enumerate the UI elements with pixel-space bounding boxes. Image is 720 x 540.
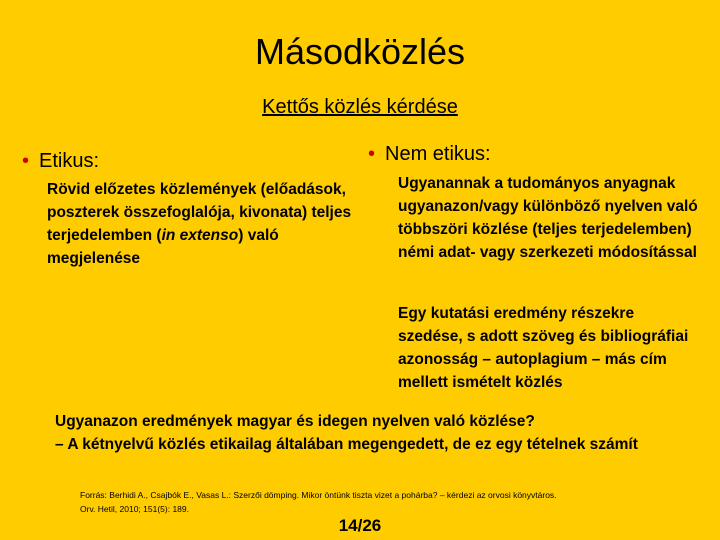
ethical-text-part: Rövid előzetes közlemények (előadások, poszterek összefoglalója, kivonata) teljes terjedelemben ( <box>47 181 352 244</box>
ethical-heading <box>22 148 99 174</box>
bilingual-answer-line: – A kétnyelvű közlés etikailag általában megengedett, de ez egy tételnek számít <box>55 436 638 453</box>
ethical-text-italic: in <box>161 227 176 244</box>
bullet-icon: • <box>368 143 376 165</box>
page-number: 14/26 <box>338 516 382 535</box>
bilingual-question-line: Ugyanazon eredmények magyar és idegen nyelven való közlése? <box>55 413 535 430</box>
slide-subtitle: Kettős közlés kérdése <box>262 96 458 118</box>
slide-title: Másodközlés <box>254 31 466 72</box>
bilingual-question <box>55 410 715 456</box>
ethical-text-part: ) való megjelenése <box>47 227 279 267</box>
unethical-heading <box>368 141 491 167</box>
ethical-heading-label: Etikus: <box>39 150 100 172</box>
source-citation <box>80 488 680 516</box>
unethical-description-1: Ugyanannak a tudományos anyagnak ugyanazon/vagy különböző nyelven való többszöri közlése (teljes terjedelemben) némi adat- vagy szerkezeti módosítással <box>398 175 698 261</box>
ethical-text-italic: extenso <box>179 227 239 244</box>
unethical-description-2: Egy kutatási eredmény részekre szedése, s adott szöveg és bibliográfiai azonosság – autoplagium – más cím mellett ismételt közlés <box>398 305 689 391</box>
source-line: Forrás: Berhidi A., Csajbók E., Vasas L.: Szerzői dömping. Mikor öntünk tiszta vizet a pohárba? – kérdezi az orvosi könyvtáros. <box>80 490 557 500</box>
unethical-heading-label: Nem etikus: <box>385 143 491 165</box>
source-line: Orv. Hetil, 2010; 151(5): 189. <box>80 504 189 514</box>
bullet-icon: • <box>22 150 30 172</box>
ethical-description <box>47 178 357 270</box>
